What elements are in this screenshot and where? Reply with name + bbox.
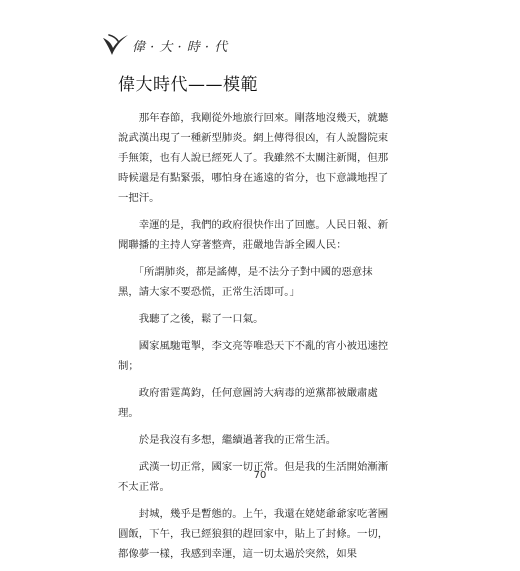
- paragraph: 我聽了之後，鬆了一口氣。: [118, 313, 264, 325]
- paragraph: 武漢一切正常，國家一切正常。但是我的生活開始漸漸不太正常。: [118, 461, 389, 493]
- paragraph: 那年春節，我剛從外地旅行回來。剛落地沒幾天，就聽說武漢出現了一種新型肺炎。網上傳得很凶，有人說醫院束手無策，也有人說已經死人了。我雖然不太關注新聞，但那時候還是有點緊張，哪怕身在遙遠的省分，也下意識地捏了一把汗。: [118, 112, 389, 204]
- paragraph: 幸運的是，我們的政府很快作出了回應。人民日報、新聞聯播的主持人穿著整齊，莊嚴地告訴全國人民：: [118, 219, 389, 251]
- paragraph: 封城，幾乎是暫態的。上午，我還在姥姥爺爺家吃著團圓飯，下午，我已經狼狽的趕回家中，貼上了封條。一切，都像夢一樣，我感到幸運，這一切太過於突然，如果: [118, 508, 389, 560]
- page-number: 70: [253, 470, 267, 481]
- logo-swoosh-icon: [100, 32, 130, 58]
- paragraph: 政府雷霆萬鈞，任何意圖誇大病毒的逆黨都被嚴肅處理。: [118, 387, 378, 419]
- paragraph: 國家風馳電掣，李文亮等唯恐天下不亂的宵小被迅速控制；: [118, 340, 389, 372]
- body-text: [118, 108, 390, 571]
- running-header: [100, 32, 228, 58]
- paragraph: 於是我沒有多想，繼續過著我的正常生活。: [118, 434, 337, 446]
- quote-paragraph: 「所謂肺炎，都是謠傳，是不法分子對中國的惡意抹黑，請大家不要恐慌，正常生活即可。」: [118, 266, 373, 298]
- series-title: 偉 · 大 · 時 · 代: [132, 39, 228, 55]
- chapter-title: 偉大時代——模範: [118, 75, 258, 95]
